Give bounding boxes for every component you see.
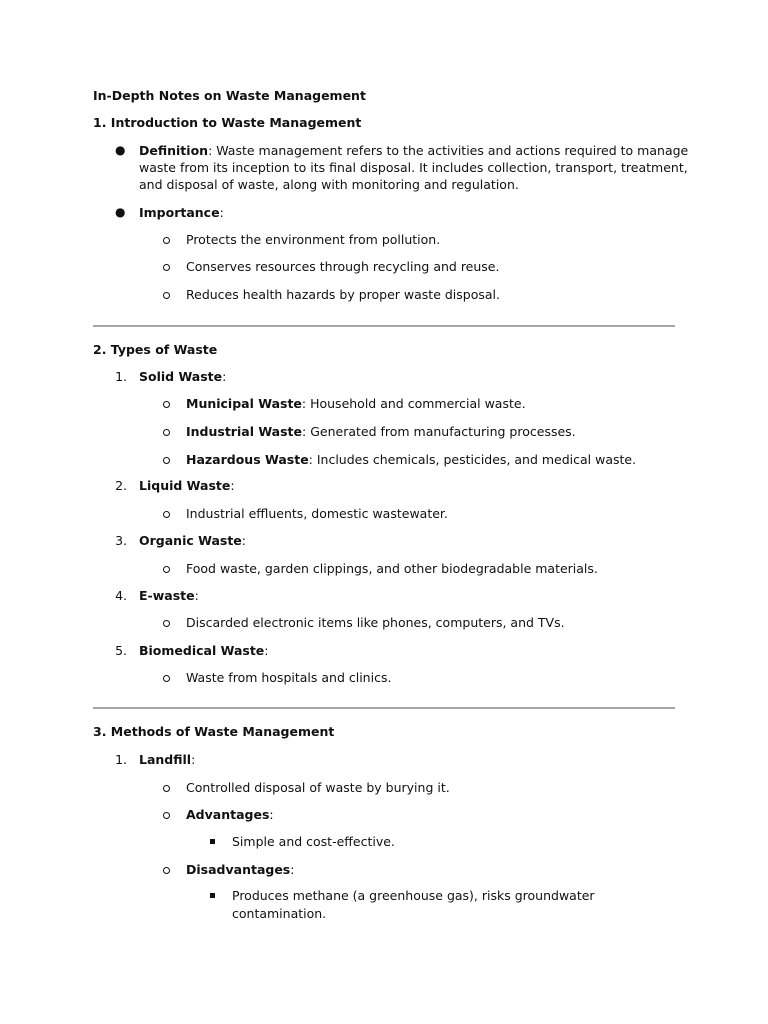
circle-bullet-icon	[163, 237, 170, 244]
type-liquid-waste	[139, 477, 235, 494]
square-bullet-icon	[210, 839, 215, 844]
definition-line-3: and disposal of waste, along with monitoring and regulation.	[139, 177, 519, 192]
circle-bullet-icon	[163, 812, 170, 819]
list-number: 2.	[115, 478, 127, 493]
list-number: 5.	[115, 643, 127, 658]
square-bullet-icon	[210, 893, 215, 898]
type-label: Organic Waste	[139, 533, 242, 548]
subtype-text: : Household and commercial waste.	[301, 396, 526, 411]
type-label: E-waste	[139, 588, 195, 603]
subtype-text: : Generated from manufacturing processes.	[302, 424, 576, 439]
definition-line-2: waste from its inception to its final disposal. It includes collection, transport, treatment,	[139, 160, 688, 175]
type-item: Food waste, garden clippings, and other biodegradable materials.	[186, 561, 598, 576]
section-3-heading: 3. Methods of Waste Management	[93, 724, 335, 739]
importance-item: Reduces health hazards by proper waste disposal.	[186, 287, 500, 302]
subtype-text: : Includes chemicals, pesticides, and medical waste.	[308, 452, 637, 467]
definition-label: Definition	[139, 143, 209, 158]
circle-bullet-icon	[163, 429, 170, 436]
advantages-label: Advantages	[186, 807, 270, 822]
list-number: 1.	[115, 752, 127, 767]
bullet-icon: ●	[115, 205, 126, 219]
importance-item: Conserves resources through recycling and reuse.	[186, 259, 500, 274]
disadvantages-item-line-2: contamination.	[232, 906, 327, 921]
colon: :	[269, 807, 274, 822]
document-title: In-Depth Notes on Waste Management	[93, 88, 366, 103]
definition-text-1: : Waste management refers to the activities and actions required to manage	[208, 143, 689, 158]
type-organic-waste	[139, 532, 246, 549]
method-item: Controlled disposal of waste by burying it.	[186, 780, 450, 795]
circle-bullet-icon	[163, 867, 170, 874]
colon: :	[290, 862, 295, 877]
disadvantages-line	[186, 861, 294, 878]
method-landfill	[139, 751, 195, 768]
advantages-line	[186, 806, 274, 823]
subtype-label: Hazardous Waste	[186, 452, 309, 467]
type-label: Biomedical Waste	[139, 643, 265, 658]
type-item: Discarded electronic items like phones, computers, and TVs.	[186, 615, 565, 630]
circle-bullet-icon	[163, 620, 170, 627]
type-solid-waste	[139, 368, 226, 385]
colon: :	[264, 643, 269, 658]
colon: :	[222, 369, 227, 384]
subtype-item	[186, 451, 636, 468]
type-label: Solid Waste	[139, 369, 223, 384]
circle-bullet-icon	[163, 675, 170, 682]
circle-bullet-icon	[163, 264, 170, 271]
circle-bullet-icon	[163, 292, 170, 299]
colon: :	[219, 205, 224, 220]
circle-bullet-icon	[163, 566, 170, 573]
colon: :	[230, 478, 235, 493]
type-item: Waste from hospitals and clinics.	[186, 670, 392, 685]
circle-bullet-icon	[163, 511, 170, 518]
bullet-icon: ●	[115, 143, 126, 157]
advantages-item: Simple and cost-effective.	[232, 834, 395, 849]
circle-bullet-icon	[163, 785, 170, 792]
disadvantages-item-line-1: Produces methane (a greenhouse gas), risks groundwater	[232, 888, 595, 903]
definition-line-1	[139, 142, 688, 159]
importance-line	[139, 204, 224, 221]
subtype-item	[186, 395, 526, 412]
section-1-heading: 1. Introduction to Waste Management	[93, 115, 362, 130]
type-item: Industrial effluents, domestic wastewater.	[186, 506, 448, 521]
type-e-waste	[139, 587, 199, 604]
importance-label: Importance	[139, 205, 220, 220]
subtype-label: Municipal Waste	[186, 396, 302, 411]
colon: :	[191, 752, 196, 767]
colon: :	[241, 533, 247, 548]
importance-item: Protects the environment from pollution.	[186, 232, 441, 247]
circle-bullet-icon	[163, 401, 170, 408]
subtype-item	[186, 423, 576, 440]
section-2-heading: 2. Types of Waste	[93, 342, 218, 357]
colon: :	[194, 588, 199, 603]
list-number: 4.	[115, 588, 127, 603]
horizontal-divider	[93, 325, 675, 327]
disadvantages-label: Disadvantages	[186, 862, 291, 877]
subtype-label: Industrial Waste	[186, 424, 303, 439]
horizontal-divider	[93, 707, 675, 709]
method-label: Landfill	[139, 752, 192, 767]
list-number: 3.	[115, 533, 127, 548]
circle-bullet-icon	[163, 457, 170, 464]
type-biomedical-waste	[139, 642, 269, 659]
list-number: 1.	[115, 369, 127, 384]
type-label: Liquid Waste	[139, 478, 231, 493]
